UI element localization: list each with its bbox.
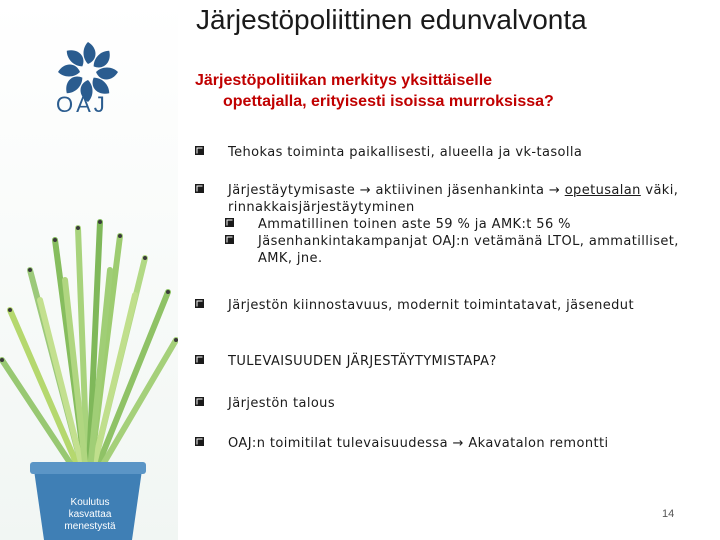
bullet-text-part-underlined: opetusalan: [564, 183, 641, 198]
bullet-text: TULEVAISUUDEN JÄRJESTÄYTYMISTAPA?: [228, 354, 497, 369]
square-bullet-icon: [195, 146, 205, 156]
subtitle-line-2: opettajalla, erityisesti isoissa murroksissa?: [223, 93, 554, 110]
left-decorative-panel: [0, 0, 178, 540]
square-bullet-icon: [195, 299, 205, 309]
square-bullet-icon: [195, 437, 205, 447]
bullet-text: Järjestön talous: [228, 396, 335, 411]
sub-bullet-item: [228, 233, 688, 267]
square-bullet-icon: [195, 397, 205, 407]
sub-bullet-item: [228, 216, 688, 233]
pot-caption-line: Koulutus: [70, 497, 110, 508]
subtitle-line-1: Järjestöpolitiikan merkitys yksittäiselle: [195, 72, 493, 89]
square-bullet-icon: [225, 218, 235, 228]
bullet-text: Tehokas toiminta paikallisesti, alueella ja vk-tasolla: [228, 145, 583, 160]
sub-bullet-text: Jäsenhankintakampanjat OAJ:n vetämänä LTOL, ammatilliset, AMK, jne.: [258, 234, 679, 266]
bullet-text-part: väki, rinnakkaisjärjestäytyminen: [228, 183, 679, 215]
bullet-text: OAJ:n toimitilat tulevaisuudessa → Akavatalon remontti: [228, 436, 609, 451]
logo-text: OAJ: [56, 92, 108, 117]
bullet-text: [228, 182, 688, 267]
square-bullet-icon: [195, 355, 205, 365]
slide-subtitle: [195, 70, 665, 112]
square-bullet-icon: [225, 235, 235, 245]
pencils-in-pot-image: [0, 200, 178, 540]
square-bullet-icon: [195, 184, 205, 194]
pot-caption-line: menestystä: [64, 521, 116, 532]
bullet-text: Järjestön kiinnostavuus, modernit toimintatavat, jäsenedut: [228, 298, 634, 313]
bullet-text-part: Järjestäytymisaste: [228, 183, 356, 198]
pot-caption: [42, 497, 138, 533]
bullet-text-part: → aktiivinen jäsenhankinta →: [355, 183, 565, 198]
sub-bullet-text: Ammatillinen toinen aste 59 % ja AMK:t 56 %: [258, 217, 571, 232]
page-number: 14: [662, 508, 675, 520]
slide-title: Järjestöpoliittinen edunvalvonta: [196, 4, 587, 35]
pot-caption-line: kasvattaa: [68, 509, 112, 520]
